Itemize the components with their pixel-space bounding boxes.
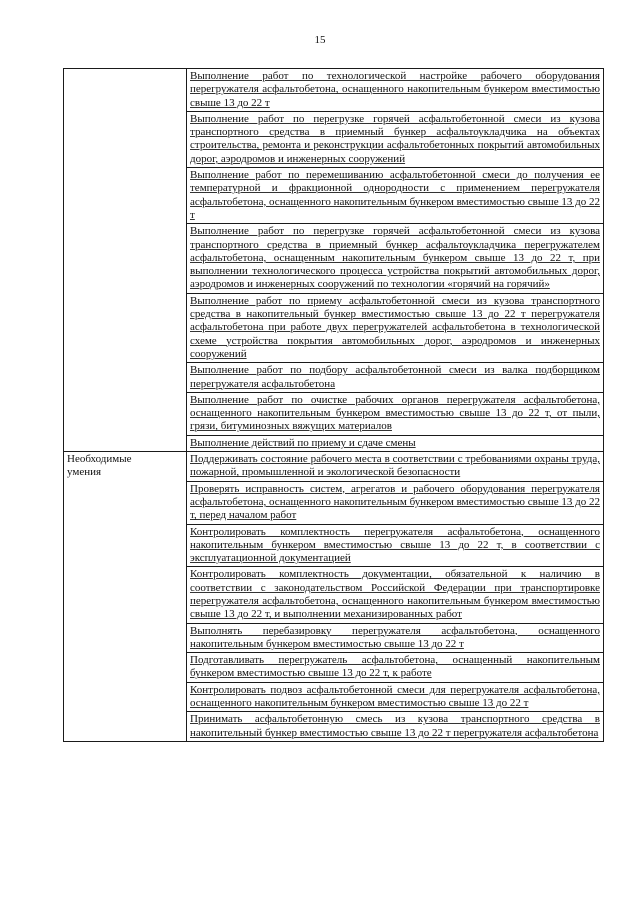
table-cell: Подготавливать перегружатель асфальтобетона, оснащенный накопительным бункером вместимостью свыше 13 до 22 т, к работе — [187, 653, 604, 683]
table-cell: Выполнение работ по очистке рабочих органов перегружателя асфальтобетона, оснащенного накопительным бункером вместимостью свыше 13 до 22 т, от пыли, грязи, битуминозных вяжущих материалов — [187, 392, 604, 435]
table-cell: Контролировать комплектность документации, обязательной к наличию в соответствии с законодательством Российской Федерации при транспортировке перегружателя асфальтобетона, оснащенного накопительным бункером вместимостью свыше 13 до 22 т, и выполнении механизированных работ — [187, 567, 604, 623]
row-label-empty — [64, 69, 187, 452]
requirements-table — [63, 68, 604, 742]
table-row — [64, 452, 604, 482]
table-cell: Выполнять перебазировку перегружателя асфальтобетона, оснащенного накопительным бункером вместимостью свыше 13 до 22 т — [187, 623, 604, 653]
table-cell: Выполнение работ по перегрузке горячей асфальтобетонной смеси из кузова транспортного средства в приемный бункер асфальтоукладчика на объектах строительства, ремонта и реконструкции асфальтобетонных покрытий автомобильных дорог, аэродромов и инженерных сооружений — [187, 111, 604, 167]
table-row — [64, 69, 604, 112]
table-cell: Выполнение работ по технологической настройке рабочего оборудования перегружателя асфальтобетона, оснащенного накопительным бункером вместимостью свыше 13 до 22 т — [187, 69, 604, 112]
table-cell: Выполнение работ по приему асфальтобетонной смеси из кузова транспортного средства в накопительный бункер вместимостью свыше 13 до 22 т перегружателя асфальтобетона при работе двух перегружателей асфальтобетона в технологической схеме устройства покрытия автомобильных дорог, аэродромов и инженерных сооружений — [187, 293, 604, 362]
table-cell: Выполнение действий по приему и сдаче смены — [187, 435, 604, 451]
table-cell: Проверять исправность систем, агрегатов и рабочего оборудования перегружателя асфальтобетона, оснащенного накопительным бункером вместимостью свыше 13 до 22 т, перед началом работ — [187, 481, 604, 524]
page-number: 15 — [314, 34, 326, 46]
table-cell: Выполнение работ по перемешиванию асфальтобетонной смеси до получения ее температурной и фракционной однородности с применением перегружателя асфальтобетона, оснащенного накопительным бункером вместимостью свыше 13 до 22 т — [187, 168, 604, 224]
table-cell: Контролировать комплектность перегружателя асфальтобетона, оснащенного накопительным бункером вместимостью свыше 13 до 22 т, в соответствии с эксплуатационной документацией — [187, 524, 604, 567]
table-cell: Поддерживать состояние рабочего места в соответствии с требованиями охраны труда, пожарной, промышленной и экологической безопасности — [187, 452, 604, 482]
table-cell: Принимать асфальтобетонную смесь из кузова транспортного средства в накопительный бункер вместимостью свыше 13 до 22 т перегружателя асфальтобетона — [187, 712, 604, 742]
row-label-line: Необходимые — [67, 453, 132, 466]
table-cell: Выполнение работ по подбору асфальтобетонной смеси из валка подборщиком перегружателя асфальтобетона — [187, 363, 604, 393]
row-label-skills — [64, 452, 187, 742]
table-cell: Контролировать подвоз асфальтобетонной смеси для перегружателя асфальтобетона, оснащенного накопительным бункером вместимостью свыше 13 до 22 т — [187, 682, 604, 712]
table-cell: Выполнение работ по перегрузке горячей асфальтобетонной смеси из кузова транспортного средства в приемный бункер асфальтоукладчика перегружателем асфальтобетона, оснащенным накопительным бункером свыше 13 до 22 т, при выполнении технологического процесса устройства покрытий автомобильных дорог, аэродромов и инженерных сооружений по технологии «горячий на горячий» — [187, 224, 604, 293]
row-label-line: умения — [67, 466, 102, 479]
